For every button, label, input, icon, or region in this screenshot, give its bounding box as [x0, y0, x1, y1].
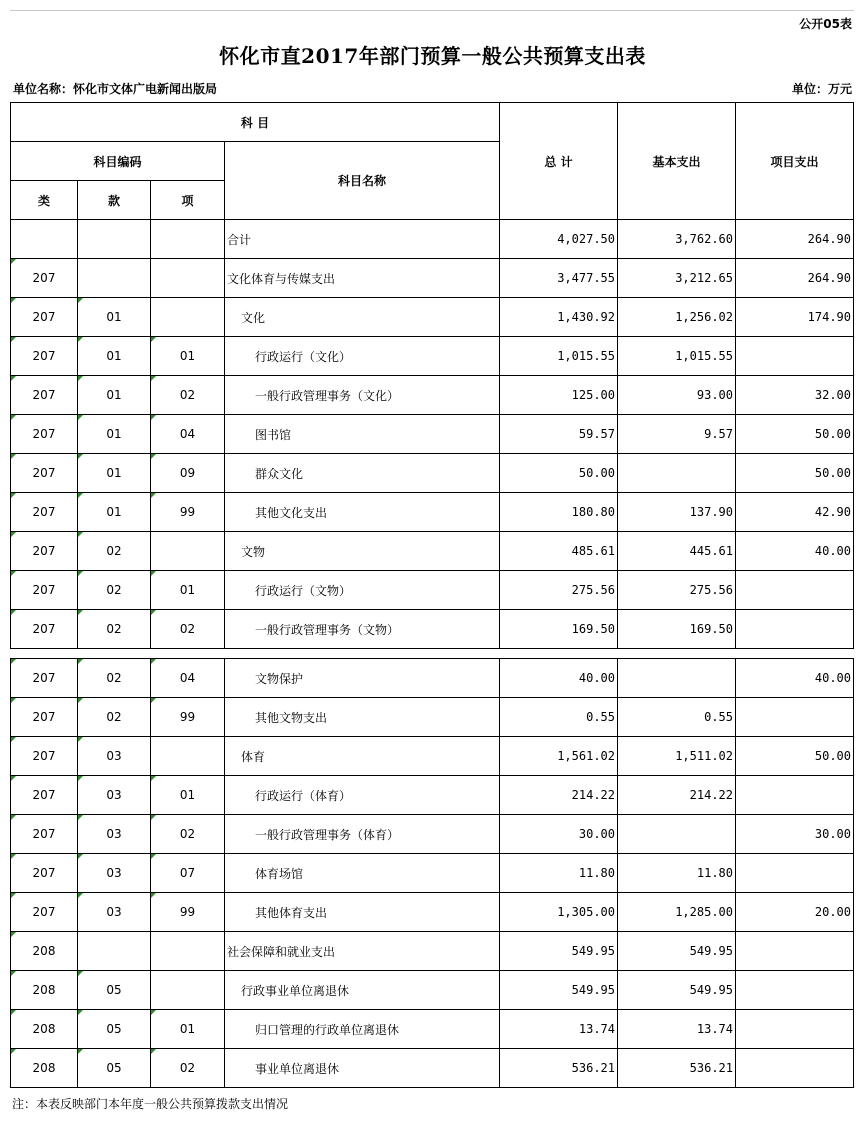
cell-xiang: 02 [151, 815, 225, 854]
cell-project: 264.90 [736, 220, 854, 259]
header-subject: 科 目 [11, 103, 500, 142]
footnote: 注：本表反映部门本年度一般公共预算拨款支出情况 [12, 1097, 289, 1111]
cell-subject-name: 文物保护 [225, 659, 500, 698]
cell-total: 275.56 [500, 571, 618, 610]
cell-lei: 207 [11, 376, 78, 415]
cell-basic [618, 815, 736, 854]
cell-project: 32.00 [736, 376, 854, 415]
cell-subject-name: 其他体育支出 [225, 893, 500, 932]
cell-subject-name: 行政运行（体育） [225, 776, 500, 815]
cell-project: 264.90 [736, 259, 854, 298]
cell-lei: 207 [11, 532, 78, 571]
cell-xiang [151, 932, 225, 971]
cell-subject-name: 行政运行（文化） [225, 337, 500, 376]
cell-project: 30.00 [736, 815, 854, 854]
cell-lei: 207 [11, 815, 78, 854]
cell-xiang [151, 259, 225, 298]
cell-total: 59.57 [500, 415, 618, 454]
cell-total: 125.00 [500, 376, 618, 415]
cell-basic: 13.74 [618, 1010, 736, 1049]
cell-kuan: 03 [78, 815, 151, 854]
header-xiang: 项 [151, 181, 225, 220]
cell-kuan: 03 [78, 776, 151, 815]
cell-total: 13.74 [500, 1010, 618, 1049]
cell-subject-name: 文物 [225, 532, 500, 571]
cell-subject-name: 其他文化支出 [225, 493, 500, 532]
cell-basic: 1,256.02 [618, 298, 736, 337]
table-row [11, 893, 854, 932]
cell-subject-name: 一般行政管理事务（文物） [225, 610, 500, 649]
table-row [11, 259, 854, 298]
cell-basic [618, 454, 736, 493]
cell-kuan: 03 [78, 893, 151, 932]
cell-lei: 208 [11, 1049, 78, 1088]
table-row [11, 932, 854, 971]
cell-xiang: 99 [151, 698, 225, 737]
cell-project [736, 932, 854, 971]
cell-xiang: 99 [151, 893, 225, 932]
table-row [11, 220, 854, 259]
cell-kuan: 01 [78, 493, 151, 532]
cell-total: 536.21 [500, 1049, 618, 1088]
cell-basic: 11.80 [618, 854, 736, 893]
cell-kuan: 03 [78, 737, 151, 776]
cell-lei: 207 [11, 659, 78, 698]
cell-basic: 536.21 [618, 1049, 736, 1088]
table-row [11, 659, 854, 698]
cell-kuan [78, 932, 151, 971]
cell-lei [11, 220, 78, 259]
cell-subject-name: 一般行政管理事务（文化） [225, 376, 500, 415]
cell-total: 1,305.00 [500, 893, 618, 932]
table-row [11, 737, 854, 776]
cell-lei: 207 [11, 698, 78, 737]
cell-project [736, 971, 854, 1010]
cell-basic: 93.00 [618, 376, 736, 415]
cell-kuan: 02 [78, 659, 151, 698]
cell-subject-name: 图书馆 [225, 415, 500, 454]
cell-subject-name: 合计 [225, 220, 500, 259]
table-row [11, 298, 854, 337]
table-row [11, 1010, 854, 1049]
cell-xiang: 02 [151, 376, 225, 415]
header-basic: 基本支出 [618, 103, 736, 220]
cell-total: 4,027.50 [500, 220, 618, 259]
cell-kuan: 05 [78, 1010, 151, 1049]
cell-kuan: 03 [78, 854, 151, 893]
cell-project [736, 571, 854, 610]
cell-kuan: 02 [78, 610, 151, 649]
cell-xiang [151, 220, 225, 259]
cell-xiang: 09 [151, 454, 225, 493]
cell-xiang [151, 971, 225, 1010]
cell-project: 20.00 [736, 893, 854, 932]
cell-total: 40.00 [500, 659, 618, 698]
cell-subject-name: 归口管理的行政单位离退休 [225, 1010, 500, 1049]
cell-lei: 207 [11, 776, 78, 815]
cell-subject-name: 群众文化 [225, 454, 500, 493]
cell-kuan: 02 [78, 532, 151, 571]
table-row [11, 571, 854, 610]
cell-subject-name: 文化体育与传媒支出 [225, 259, 500, 298]
cell-xiang: 07 [151, 854, 225, 893]
table-row [11, 971, 854, 1010]
cell-basic: 445.61 [618, 532, 736, 571]
table-row [11, 376, 854, 415]
cell-basic: 275.56 [618, 571, 736, 610]
cell-lei: 207 [11, 854, 78, 893]
cell-kuan: 02 [78, 698, 151, 737]
cell-project: 50.00 [736, 454, 854, 493]
cell-total: 549.95 [500, 971, 618, 1010]
cell-basic: 137.90 [618, 493, 736, 532]
table-row [11, 493, 854, 532]
cell-project [736, 854, 854, 893]
table-row [11, 776, 854, 815]
unit-name: 单位名称：怀化市文体广电新闻出版局 [13, 82, 218, 96]
cell-lei: 207 [11, 493, 78, 532]
table-row [11, 415, 854, 454]
cell-total: 50.00 [500, 454, 618, 493]
cell-lei: 207 [11, 454, 78, 493]
cell-kuan [78, 259, 151, 298]
cell-xiang: 04 [151, 415, 225, 454]
cell-basic [618, 659, 736, 698]
cell-xiang [151, 532, 225, 571]
cell-project: 50.00 [736, 737, 854, 776]
page-title: 怀化市直2017年部门预算一般公共预算支出表 [219, 44, 646, 68]
cell-lei: 207 [11, 337, 78, 376]
cell-total: 1,430.92 [500, 298, 618, 337]
table-row [11, 815, 854, 854]
cell-total: 485.61 [500, 532, 618, 571]
cell-subject-name: 文化 [225, 298, 500, 337]
cell-xiang: 02 [151, 1049, 225, 1088]
cell-basic: 3,212.65 [618, 259, 736, 298]
header-subject-code: 科目编码 [11, 142, 225, 181]
cell-kuan: 01 [78, 376, 151, 415]
cell-xiang: 01 [151, 571, 225, 610]
table-row [11, 610, 854, 649]
cell-kuan: 01 [78, 337, 151, 376]
cell-lei: 207 [11, 893, 78, 932]
cell-total: 3,477.55 [500, 259, 618, 298]
cell-project: 40.00 [736, 532, 854, 571]
cell-basic: 1,285.00 [618, 893, 736, 932]
cell-lei: 207 [11, 259, 78, 298]
cell-lei: 207 [11, 415, 78, 454]
table-row [11, 337, 854, 376]
cell-kuan: 02 [78, 571, 151, 610]
table-row [11, 532, 854, 571]
cell-total: 1,015.55 [500, 337, 618, 376]
cell-subject-name: 行政运行（文物） [225, 571, 500, 610]
cell-subject-name: 一般行政管理事务（体育） [225, 815, 500, 854]
cell-total: 1,561.02 [500, 737, 618, 776]
budget-table-part-2 [10, 658, 854, 1088]
cell-basic: 3,762.60 [618, 220, 736, 259]
cell-lei: 207 [11, 298, 78, 337]
cell-basic: 549.95 [618, 932, 736, 971]
cell-total: 30.00 [500, 815, 618, 854]
cell-basic: 0.55 [618, 698, 736, 737]
cell-xiang [151, 298, 225, 337]
cell-xiang: 04 [151, 659, 225, 698]
cell-kuan [78, 220, 151, 259]
cell-kuan: 01 [78, 415, 151, 454]
cell-lei: 207 [11, 737, 78, 776]
table-row [11, 1049, 854, 1088]
cell-kuan: 01 [78, 298, 151, 337]
cell-kuan: 05 [78, 1049, 151, 1088]
cell-xiang: 01 [151, 1010, 225, 1049]
cell-total: 180.80 [500, 493, 618, 532]
cell-total: 11.80 [500, 854, 618, 893]
cell-lei: 208 [11, 1010, 78, 1049]
cell-subject-name: 行政事业单位离退休 [225, 971, 500, 1010]
cell-subject-name: 事业单位离退休 [225, 1049, 500, 1088]
cell-xiang: 01 [151, 337, 225, 376]
header-total: 总 计 [500, 103, 618, 220]
cell-xiang [151, 737, 225, 776]
table-row [11, 854, 854, 893]
cell-project [736, 610, 854, 649]
table-row [11, 698, 854, 737]
form-code: 公开05表 [799, 17, 852, 31]
cell-project [736, 776, 854, 815]
cell-basic: 1,511.02 [618, 737, 736, 776]
cell-subject-name: 体育场馆 [225, 854, 500, 893]
table-row [11, 454, 854, 493]
cell-basic: 1,015.55 [618, 337, 736, 376]
header-lei: 类 [11, 181, 78, 220]
cell-project: 174.90 [736, 298, 854, 337]
budget-table-part-1 [10, 102, 854, 649]
header-kuan: 款 [78, 181, 151, 220]
header-project: 项目支出 [736, 103, 854, 220]
cell-total: 0.55 [500, 698, 618, 737]
cell-total: 549.95 [500, 932, 618, 971]
cell-lei: 207 [11, 571, 78, 610]
cell-kuan: 01 [78, 454, 151, 493]
cell-basic: 9.57 [618, 415, 736, 454]
cell-project: 42.90 [736, 493, 854, 532]
cell-project [736, 698, 854, 737]
cell-project [736, 1049, 854, 1088]
cell-lei: 208 [11, 971, 78, 1010]
unit-label: 单位：万元 [791, 82, 852, 96]
cell-lei: 208 [11, 932, 78, 971]
cell-subject-name: 社会保障和就业支出 [225, 932, 500, 971]
cell-subject-name: 体育 [225, 737, 500, 776]
cell-project [736, 1010, 854, 1049]
cell-subject-name: 其他文物支出 [225, 698, 500, 737]
header-subject-name: 科目名称 [225, 142, 500, 220]
cell-project [736, 337, 854, 376]
cell-project: 40.00 [736, 659, 854, 698]
cell-basic: 549.95 [618, 971, 736, 1010]
cell-total: 214.22 [500, 776, 618, 815]
cell-lei: 207 [11, 610, 78, 649]
cell-xiang: 01 [151, 776, 225, 815]
top-rule [10, 10, 854, 11]
cell-total: 169.50 [500, 610, 618, 649]
cell-xiang: 99 [151, 493, 225, 532]
cell-basic: 214.22 [618, 776, 736, 815]
cell-basic: 169.50 [618, 610, 736, 649]
cell-project: 50.00 [736, 415, 854, 454]
cell-kuan: 05 [78, 971, 151, 1010]
cell-xiang: 02 [151, 610, 225, 649]
